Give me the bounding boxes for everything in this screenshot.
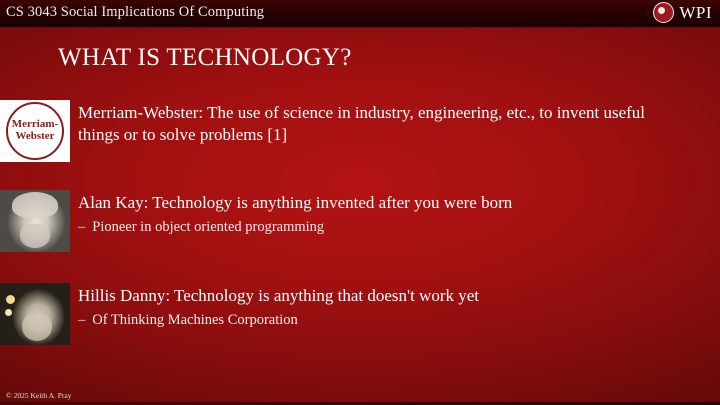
list-item — [0, 100, 658, 162]
list-item-text — [78, 190, 512, 236]
portrait-hair-shape — [12, 192, 58, 218]
page-title: WHAT IS TECHNOLOGY? — [58, 44, 352, 71]
wpi-logo-text: WPI — [679, 2, 712, 22]
portrait-face-shape — [22, 313, 52, 341]
dash-icon: – — [78, 312, 86, 329]
quote-text: Alan Kay: Technology is anything invented after you were born — [78, 193, 513, 212]
quote-text: Hillis Danny: Technology is anything that doesn't work yet — [78, 286, 480, 305]
list-item-text — [78, 283, 479, 329]
merriam-webster-logo — [0, 100, 70, 162]
slide-header-bar — [0, 0, 720, 28]
sub-bullet — [78, 219, 512, 236]
sub-bullet-label: Of Thinking Machines Corporation — [92, 312, 298, 329]
list-item — [0, 190, 512, 252]
list-item — [0, 283, 479, 345]
merriam-webster-seal — [6, 102, 64, 160]
photo-highlight-1 — [6, 295, 15, 304]
wpi-logo — [653, 2, 712, 23]
list-item-text — [78, 100, 658, 147]
photo-highlight-2 — [5, 309, 12, 316]
mw-logo-line-2: Webster — [15, 130, 55, 142]
alan-kay-photo — [0, 190, 70, 252]
copyright-notice: © 2025 Keith A. Pray — [6, 391, 72, 400]
portrait-face-shape — [20, 224, 50, 248]
sub-bullet — [78, 312, 479, 329]
dash-icon: – — [78, 219, 86, 236]
definition-text: Merriam-Webster: The use of science in industry, engineering, etc., to invent useful things or to solve problems [1] — [78, 103, 646, 145]
wpi-seal-icon — [653, 2, 674, 23]
mw-logo-line-1: Merriam- — [11, 118, 59, 131]
course-title: CS 3043 Social Implications Of Computing — [6, 4, 265, 20]
hillis-danny-photo — [0, 283, 70, 345]
sub-bullet-label: Pioneer in object oriented programming — [92, 219, 325, 236]
